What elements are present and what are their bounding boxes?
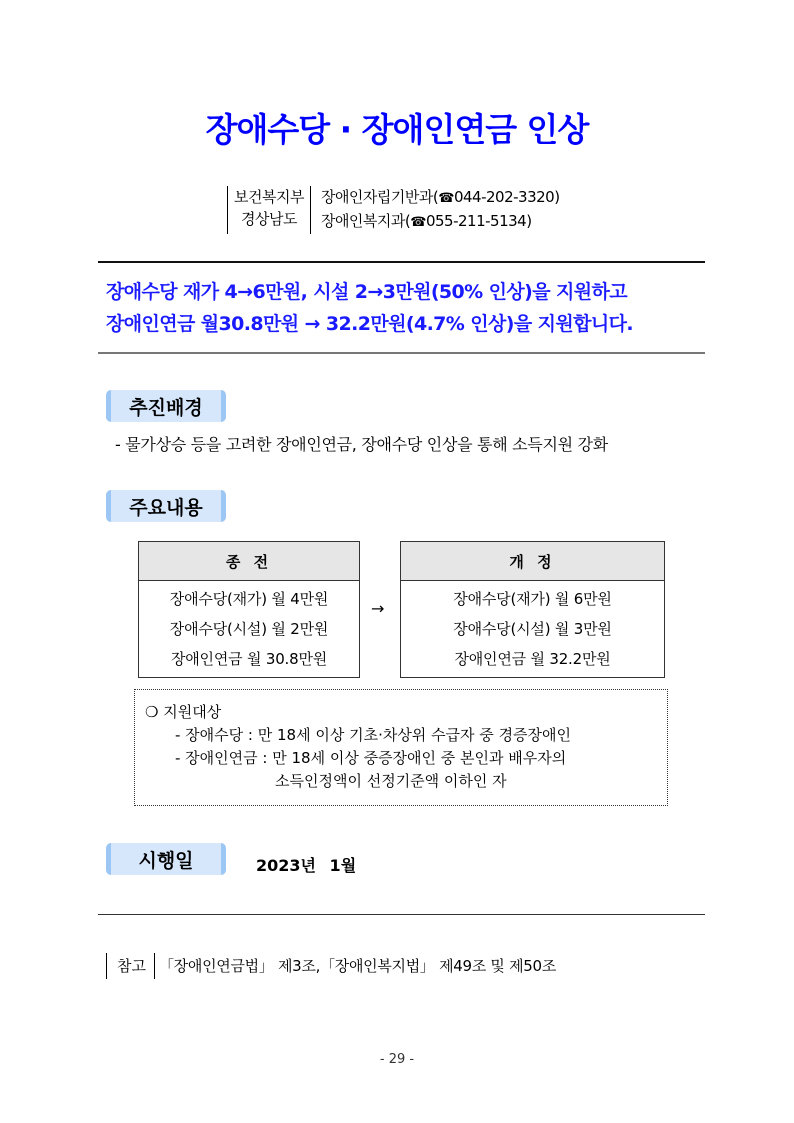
eligibility-heading-text: 지원대상 [163, 703, 222, 721]
table-row: 장애인연금 월 30.8만원 [170, 649, 328, 668]
page-number: - 29 - [379, 1052, 415, 1067]
table-row: 장애수당(재가) 월 6만원 [453, 589, 612, 608]
reference-text: 「장애인연금법」 제3조,「장애인복지법」 제49조 및 제50조 [158, 957, 556, 975]
eligibility-line: - 장애인연금 : 만 18세 이상 중증장애인 중 본인과 배우자의 [175, 749, 567, 767]
eligibility-line: 소득인정액이 선정기준액 이하인 자 [275, 772, 507, 790]
table-row: 장애수당(시설) 월 3만원 [453, 619, 612, 638]
reference [106, 953, 556, 979]
phone-icon: ☎ [410, 215, 426, 230]
background-text: - 물가상승 등을 고려한 장애인연금, 장애수당 인상을 통해 소득지원 강화 [115, 435, 608, 454]
after-table [400, 541, 665, 678]
reference-label: 참고 [106, 953, 155, 979]
office-contact: 장애인복지과(☎055-211-5134) [320, 212, 532, 230]
before-table-header: 종 전 [139, 542, 359, 581]
circle-bullet-icon: ❍ [145, 703, 159, 721]
eligibility-heading [145, 701, 667, 724]
table-row: 장애인연금 월 32.2만원 [454, 649, 611, 668]
phone-icon: ☎ [438, 191, 454, 206]
arrow-right-icon: → [371, 599, 385, 618]
office-name: 장애인복지과 [320, 212, 405, 230]
eligibility-box [134, 689, 668, 806]
section-badge-effective: 시행일 [106, 843, 226, 875]
reference-divider [98, 914, 705, 915]
eligibility-line: - 장애수당 : 만 18세 이상 기초·차상위 수급자 중 경증장애인 [175, 726, 572, 744]
phone-number: 055-211-5134 [425, 212, 527, 230]
section-badge-background: 추진배경 [106, 390, 226, 422]
effective-date: 2023년 1월 [256, 856, 357, 875]
summary-line: 장애수당 재가 4→6만원, 시설 2→3만원(50% 인상)을 지원하고 [106, 281, 627, 303]
office-column [311, 186, 560, 234]
section-badge-main: 주요내용 [106, 490, 226, 522]
summary-line: 장애인연금 월30.8만원 → 32.2만원(4.7% 인상)을 지원합니다. [106, 313, 634, 335]
table-row: 장애수당(시설) 월 2만원 [169, 619, 329, 638]
summary-top-divider [98, 261, 705, 263]
ministry-name: 보건복지부 [234, 188, 304, 206]
page-title: 장애수당 · 장애인연금 인상 [205, 110, 589, 149]
office-name: 장애인자립기반과 [320, 188, 433, 206]
summary-box [106, 276, 633, 340]
ministry-column [227, 186, 311, 234]
phone-number: 044-202-3320 [453, 188, 555, 206]
before-table [138, 541, 360, 678]
office-contact: 장애인자립기반과(☎044-202-3320) [320, 188, 560, 206]
ministry-name: 경상남도 [240, 210, 297, 228]
table-row: 장애수당(재가) 월 4만원 [169, 589, 329, 608]
after-table-header: 개 정 [401, 542, 664, 581]
department-contacts [227, 186, 560, 234]
summary-bottom-divider [98, 352, 705, 354]
